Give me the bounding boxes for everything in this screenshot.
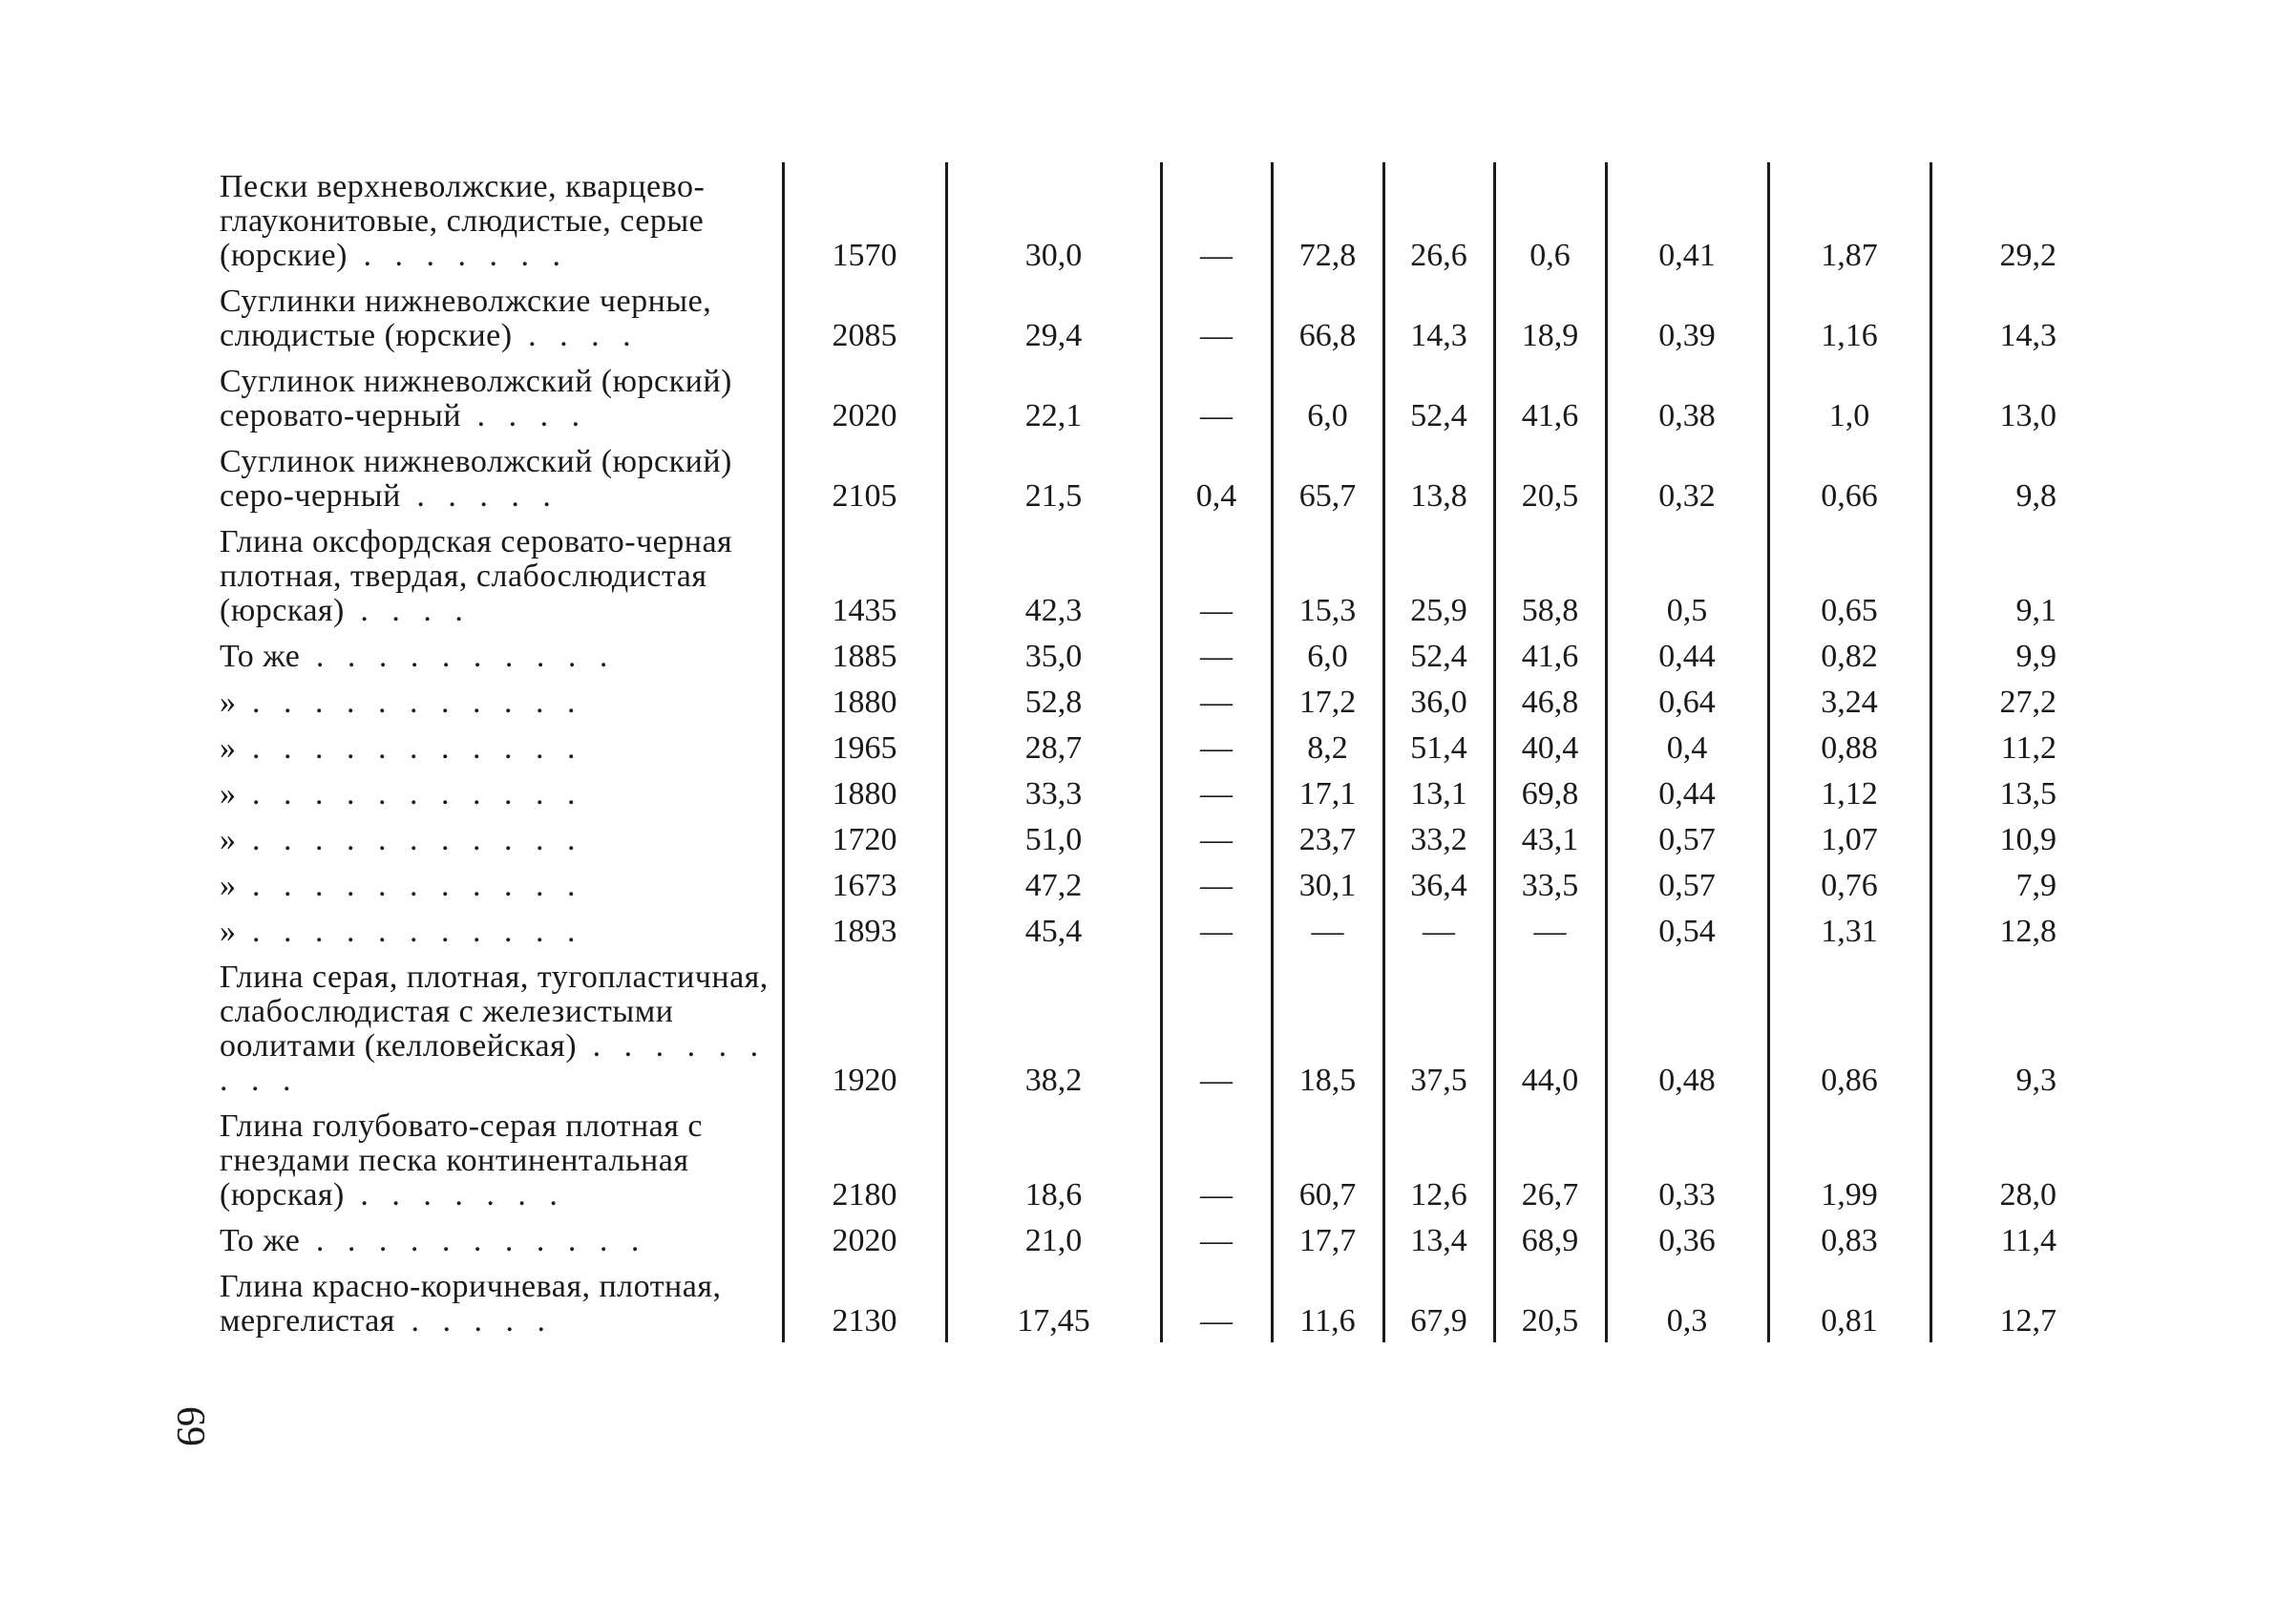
- value-cell-3: —: [1161, 770, 1272, 815]
- table-row: [220, 724, 2074, 770]
- table-row: [220, 162, 2074, 277]
- value-cell-4: 15,3: [1272, 517, 1383, 632]
- dot-leader: . . . . .: [400, 478, 559, 514]
- value-cell-1: 1720: [783, 815, 946, 861]
- dot-leader: . . . . . . . . . . .: [236, 914, 583, 949]
- value-cell-6: 41,6: [1494, 632, 1606, 678]
- value-cell-7: 0,44: [1606, 770, 1768, 815]
- value-cell-8: 3,24: [1768, 678, 1930, 724]
- soil-description: Глина красно-коричневая, плотная, мергелистая: [220, 1269, 722, 1339]
- value-cell-1: 1920: [783, 953, 946, 1102]
- value-cell-5: 67,9: [1383, 1262, 1494, 1342]
- value-cell-4: 8,2: [1272, 724, 1383, 770]
- soil-description: То же: [220, 1223, 301, 1258]
- value-cell-2: 22,1: [946, 357, 1161, 437]
- value-cell-3: —: [1161, 1102, 1272, 1216]
- value-cell-1: 1435: [783, 517, 946, 632]
- value-cell-8: 0,86: [1768, 953, 1930, 1102]
- value-cell-4: 65,7: [1272, 437, 1383, 517]
- table-row: [220, 1102, 2074, 1216]
- value-cell-9: 29,2: [1930, 162, 2074, 277]
- soil-description: Глина серая, плотная, тугопластичная, слабослюдистая с железистыми оолитами (келловейская): [220, 960, 769, 1064]
- value-cell-2: 47,2: [946, 861, 1161, 907]
- value-cell-7: 0,57: [1606, 861, 1768, 907]
- value-cell-3: —: [1161, 1262, 1272, 1342]
- value-cell-5: 36,0: [1383, 678, 1494, 724]
- value-cell-6: 20,5: [1494, 437, 1606, 517]
- value-cell-9: 11,2: [1930, 724, 2074, 770]
- value-cell-3: 0,4: [1161, 437, 1272, 517]
- dot-leader: . . . . . . . . . .: [300, 639, 616, 674]
- value-cell-1: 1893: [783, 907, 946, 953]
- value-cell-3: —: [1161, 953, 1272, 1102]
- soil-description-cell: [220, 770, 783, 815]
- soil-description-cell: [220, 678, 783, 724]
- dot-leader: . . . . . . . . . . .: [300, 1223, 647, 1258]
- dot-leader: . . . . . . . . . . .: [236, 868, 583, 903]
- value-cell-7: 0,57: [1606, 815, 1768, 861]
- value-cell-5: 33,2: [1383, 815, 1494, 861]
- soil-description-cell: [220, 724, 783, 770]
- soil-description: Суглинок нижневолжский (юрский) серовато-черный: [220, 364, 732, 433]
- value-cell-6: 44,0: [1494, 953, 1606, 1102]
- soil-description: »: [220, 822, 237, 857]
- dot-leader: . . . . .: [394, 1303, 553, 1339]
- value-cell-1: 2085: [783, 277, 946, 357]
- value-cell-6: 18,9: [1494, 277, 1606, 357]
- value-cell-9: 12,8: [1930, 907, 2074, 953]
- value-cell-3: —: [1161, 678, 1272, 724]
- value-cell-3: —: [1161, 907, 1272, 953]
- dot-leader: . . . . . . . . . . .: [236, 730, 583, 766]
- value-cell-6: 46,8: [1494, 678, 1606, 724]
- value-cell-9: 13,5: [1930, 770, 2074, 815]
- value-cell-5: 13,1: [1383, 770, 1494, 815]
- value-cell-1: 1880: [783, 678, 946, 724]
- value-cell-7: 0,5: [1606, 517, 1768, 632]
- soil-description: »: [220, 730, 237, 766]
- value-cell-4: 6,0: [1272, 357, 1383, 437]
- value-cell-2: 45,4: [946, 907, 1161, 953]
- value-cell-8: 0,76: [1768, 861, 1930, 907]
- soil-properties-table: [220, 162, 2074, 1342]
- value-cell-5: —: [1383, 907, 1494, 953]
- table-row: [220, 861, 2074, 907]
- value-cell-2: 30,0: [946, 162, 1161, 277]
- value-cell-3: —: [1161, 815, 1272, 861]
- table-row: [220, 770, 2074, 815]
- value-cell-2: 21,5: [946, 437, 1161, 517]
- value-cell-7: 0,33: [1606, 1102, 1768, 1216]
- value-cell-6: 33,5: [1494, 861, 1606, 907]
- value-cell-7: 0,54: [1606, 907, 1768, 953]
- value-cell-2: 51,0: [946, 815, 1161, 861]
- value-cell-8: 1,87: [1768, 162, 1930, 277]
- value-cell-5: 14,3: [1383, 277, 1494, 357]
- value-cell-7: 0,64: [1606, 678, 1768, 724]
- value-cell-8: 0,83: [1768, 1216, 1930, 1262]
- value-cell-7: 0,32: [1606, 437, 1768, 517]
- value-cell-1: 2105: [783, 437, 946, 517]
- value-cell-9: 11,4: [1930, 1216, 2074, 1262]
- value-cell-2: 29,4: [946, 277, 1161, 357]
- value-cell-9: 13,0: [1930, 357, 2074, 437]
- value-cell-3: —: [1161, 517, 1272, 632]
- value-cell-8: 1,07: [1768, 815, 1930, 861]
- value-cell-9: 9,9: [1930, 632, 2074, 678]
- value-cell-6: 68,9: [1494, 1216, 1606, 1262]
- table-row: [220, 1262, 2074, 1342]
- value-cell-2: 21,0: [946, 1216, 1161, 1262]
- soil-description: »: [220, 914, 237, 949]
- value-cell-5: 52,4: [1383, 632, 1494, 678]
- value-cell-4: 23,7: [1272, 815, 1383, 861]
- soil-description: Суглинки нижневолжские черные, слюдистые (юрские): [220, 284, 712, 353]
- value-cell-4: 6,0: [1272, 632, 1383, 678]
- value-cell-9: 12,7: [1930, 1262, 2074, 1342]
- value-cell-2: 42,3: [946, 517, 1161, 632]
- value-cell-1: 2130: [783, 1262, 946, 1342]
- soil-description: Глина голубовато-серая плотная с гнездами песка континентальная (юрская): [220, 1108, 703, 1213]
- value-cell-9: 9,8: [1930, 437, 2074, 517]
- value-cell-5: 12,6: [1383, 1102, 1494, 1216]
- soil-description: Суглинок нижневолжский (юрский) серо-черный: [220, 444, 732, 514]
- value-cell-7: 0,38: [1606, 357, 1768, 437]
- value-cell-9: 7,9: [1930, 861, 2074, 907]
- value-cell-4: 18,5: [1272, 953, 1383, 1102]
- soil-description-cell: [220, 632, 783, 678]
- value-cell-8: 1,99: [1768, 1102, 1930, 1216]
- value-cell-8: 0,82: [1768, 632, 1930, 678]
- value-cell-4: 66,8: [1272, 277, 1383, 357]
- value-cell-9: 9,3: [1930, 953, 2074, 1102]
- value-cell-1: 2020: [783, 357, 946, 437]
- soil-description-cell: [220, 162, 783, 277]
- value-cell-6: —: [1494, 907, 1606, 953]
- table-row: [220, 815, 2074, 861]
- table-row: [220, 517, 2074, 632]
- dot-leader: . . . .: [461, 398, 588, 433]
- soil-description-cell: [220, 437, 783, 517]
- table-body: [220, 162, 2074, 1342]
- value-cell-4: 30,1: [1272, 861, 1383, 907]
- value-cell-7: 0,36: [1606, 1216, 1768, 1262]
- value-cell-2: 33,3: [946, 770, 1161, 815]
- value-cell-3: —: [1161, 1216, 1272, 1262]
- value-cell-6: 69,8: [1494, 770, 1606, 815]
- value-cell-1: 1673: [783, 861, 946, 907]
- value-cell-5: 26,6: [1383, 162, 1494, 277]
- table-row: [220, 1216, 2074, 1262]
- value-cell-4: 17,1: [1272, 770, 1383, 815]
- dot-leader: . . . .: [512, 318, 639, 353]
- value-cell-8: 0,66: [1768, 437, 1930, 517]
- dot-leader: . . . .: [344, 593, 471, 628]
- value-cell-2: 52,8: [946, 678, 1161, 724]
- value-cell-8: 1,0: [1768, 357, 1930, 437]
- value-cell-7: 0,41: [1606, 162, 1768, 277]
- value-cell-6: 41,6: [1494, 357, 1606, 437]
- table-row: [220, 357, 2074, 437]
- value-cell-3: —: [1161, 277, 1272, 357]
- value-cell-2: 35,0: [946, 632, 1161, 678]
- value-cell-8: 1,16: [1768, 277, 1930, 357]
- value-cell-5: 36,4: [1383, 861, 1494, 907]
- value-cell-3: —: [1161, 357, 1272, 437]
- soil-description-cell: [220, 953, 783, 1102]
- value-cell-7: 0,4: [1606, 724, 1768, 770]
- value-cell-7: 0,3: [1606, 1262, 1768, 1342]
- dot-leader: . . . . . . .: [344, 1177, 565, 1213]
- value-cell-1: 2020: [783, 1216, 946, 1262]
- value-cell-6: 20,5: [1494, 1262, 1606, 1342]
- dot-leader: . . . . . . . . . . .: [236, 822, 583, 857]
- table-row: [220, 678, 2074, 724]
- value-cell-4: 60,7: [1272, 1102, 1383, 1216]
- value-cell-3: —: [1161, 861, 1272, 907]
- value-cell-8: 0,65: [1768, 517, 1930, 632]
- value-cell-4: 72,8: [1272, 162, 1383, 277]
- soil-description-cell: [220, 517, 783, 632]
- table-row: [220, 907, 2074, 953]
- value-cell-1: 1885: [783, 632, 946, 678]
- value-cell-4: 11,6: [1272, 1262, 1383, 1342]
- value-cell-2: 28,7: [946, 724, 1161, 770]
- value-cell-2: 38,2: [946, 953, 1161, 1102]
- soil-description-cell: [220, 357, 783, 437]
- table-row: [220, 632, 2074, 678]
- value-cell-8: 0,81: [1768, 1262, 1930, 1342]
- value-cell-3: —: [1161, 724, 1272, 770]
- soil-description-cell: [220, 1216, 783, 1262]
- soil-description: Глина оксфордская серовато-черная плотная, твердая, слабослюдистая (юрская): [220, 524, 733, 628]
- value-cell-4: 17,2: [1272, 678, 1383, 724]
- value-cell-5: 13,8: [1383, 437, 1494, 517]
- table-row: [220, 953, 2074, 1102]
- value-cell-4: —: [1272, 907, 1383, 953]
- value-cell-9: 9,1: [1930, 517, 2074, 632]
- value-cell-8: 0,88: [1768, 724, 1930, 770]
- value-cell-5: 51,4: [1383, 724, 1494, 770]
- value-cell-6: 58,8: [1494, 517, 1606, 632]
- dot-leader: . . . . . . .: [347, 238, 568, 273]
- soil-description-cell: [220, 277, 783, 357]
- value-cell-4: 17,7: [1272, 1216, 1383, 1262]
- soil-description-cell: [220, 907, 783, 953]
- value-cell-7: 0,44: [1606, 632, 1768, 678]
- value-cell-6: 0,6: [1494, 162, 1606, 277]
- page-number: 69: [168, 1406, 212, 1446]
- table-row: [220, 277, 2074, 357]
- value-cell-5: 13,4: [1383, 1216, 1494, 1262]
- dot-leader: . . . . . . . . .: [220, 1028, 767, 1098]
- soil-description: Пески верхневолжские, кварцево-глауконитовые, слюдистые, серые (юрские): [220, 169, 706, 273]
- value-cell-7: 0,39: [1606, 277, 1768, 357]
- value-cell-3: —: [1161, 162, 1272, 277]
- value-cell-5: 37,5: [1383, 953, 1494, 1102]
- soil-description: То же: [220, 639, 301, 674]
- value-cell-1: 1965: [783, 724, 946, 770]
- value-cell-6: 43,1: [1494, 815, 1606, 861]
- soil-description-cell: [220, 1262, 783, 1342]
- value-cell-6: 40,4: [1494, 724, 1606, 770]
- soil-description-cell: [220, 861, 783, 907]
- dot-leader: . . . . . . . . . . .: [236, 685, 583, 720]
- value-cell-9: 10,9: [1930, 815, 2074, 861]
- value-cell-8: 1,31: [1768, 907, 1930, 953]
- value-cell-9: 28,0: [1930, 1102, 2074, 1216]
- soil-description: »: [220, 776, 237, 812]
- soil-description-cell: [220, 1102, 783, 1216]
- dot-leader: . . . . . . . . . . .: [236, 776, 583, 812]
- value-cell-2: 18,6: [946, 1102, 1161, 1216]
- value-cell-1: 1570: [783, 162, 946, 277]
- value-cell-9: 14,3: [1930, 277, 2074, 357]
- value-cell-5: 25,9: [1383, 517, 1494, 632]
- value-cell-3: —: [1161, 632, 1272, 678]
- value-cell-5: 52,4: [1383, 357, 1494, 437]
- value-cell-2: 17,45: [946, 1262, 1161, 1342]
- value-cell-6: 26,7: [1494, 1102, 1606, 1216]
- value-cell-1: 2180: [783, 1102, 946, 1216]
- table-row: [220, 437, 2074, 517]
- value-cell-8: 1,12: [1768, 770, 1930, 815]
- soil-description: »: [220, 868, 237, 903]
- value-cell-7: 0,48: [1606, 953, 1768, 1102]
- soil-description: »: [220, 685, 237, 720]
- value-cell-9: 27,2: [1930, 678, 2074, 724]
- soil-description-cell: [220, 815, 783, 861]
- value-cell-1: 1880: [783, 770, 946, 815]
